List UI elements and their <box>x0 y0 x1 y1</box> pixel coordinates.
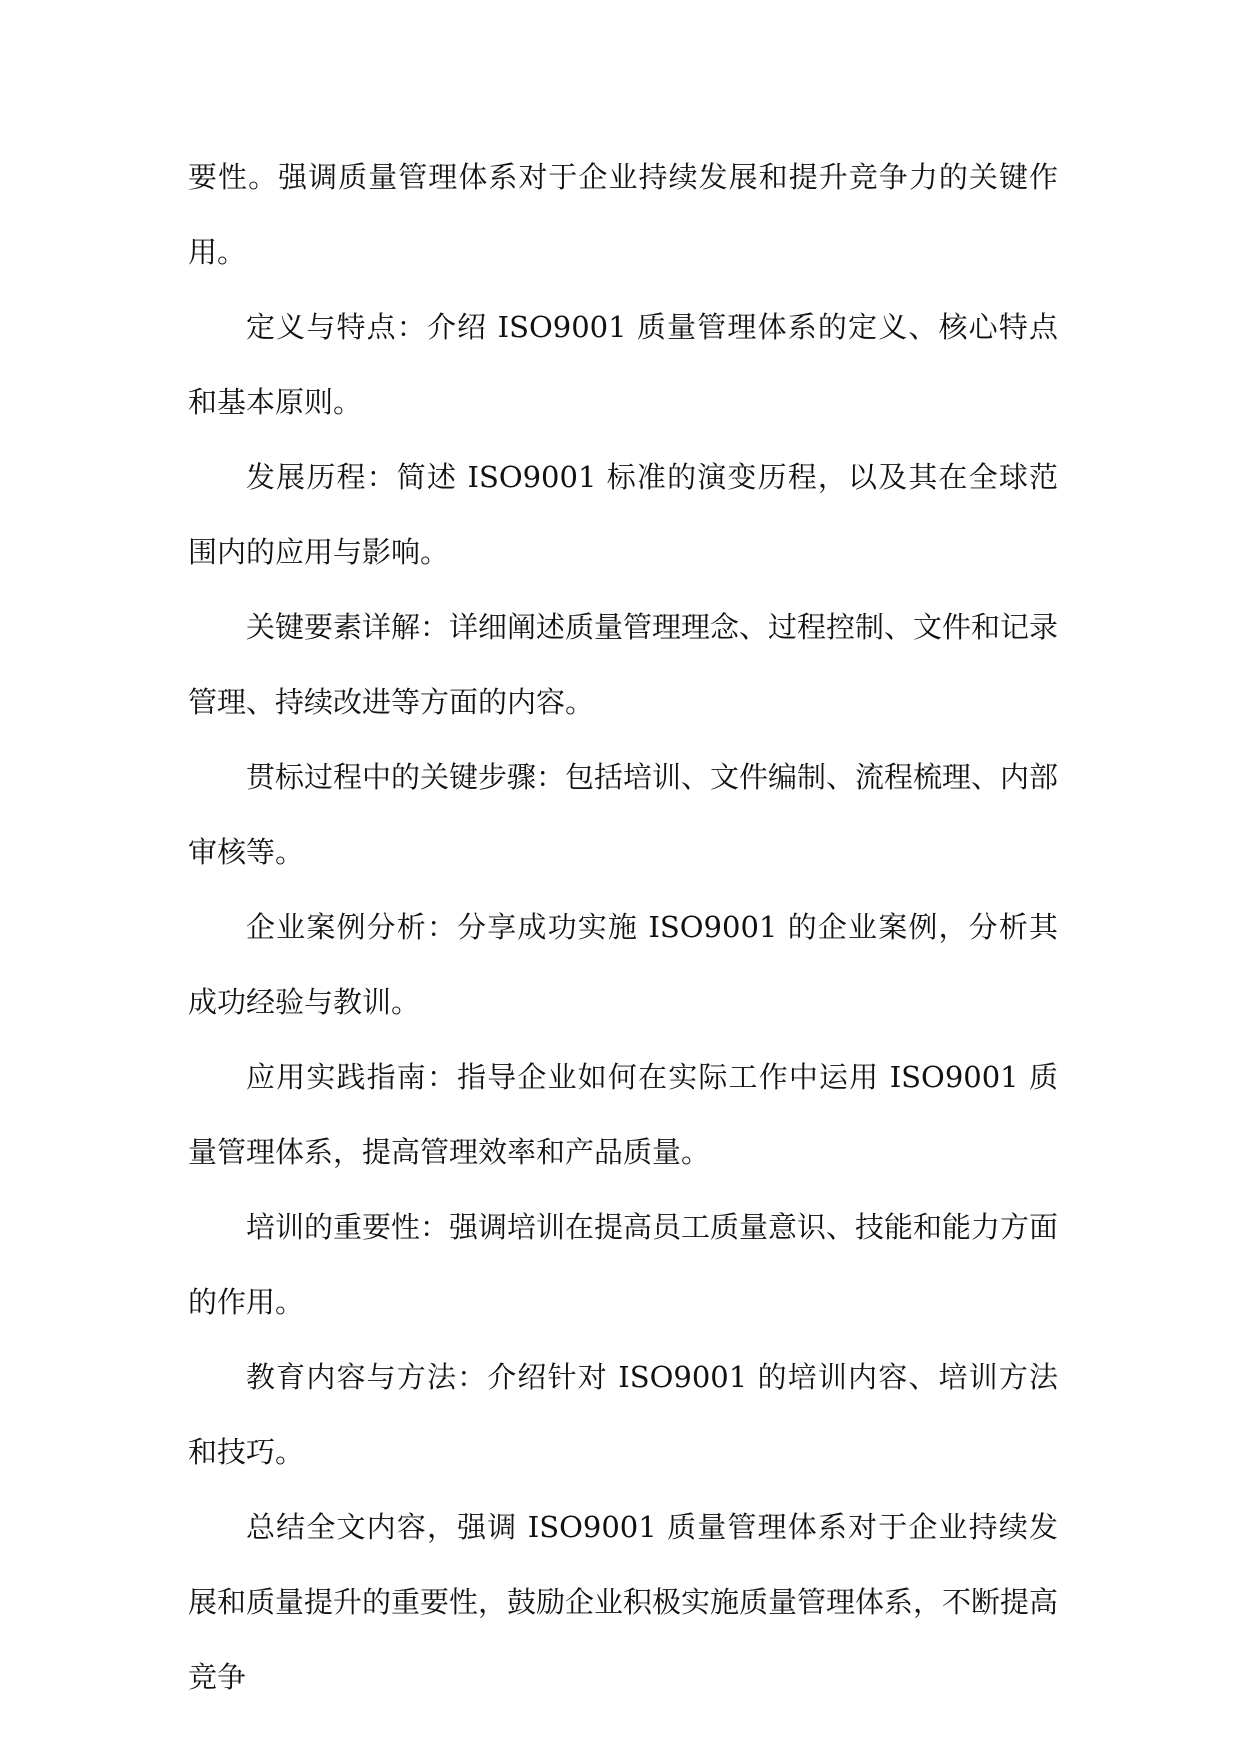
paragraph-key-steps: 贯标过程中的关键步骤：包括培训、文件编制、流程梳理、内部审核等。 <box>188 760 1059 869</box>
paragraph-history: 发展历程：简述 ISO9001 标准的演变历程，以及其在全球范围内的应用与影响。 <box>188 460 1058 569</box>
paragraph-education-methods: 教育内容与方法：介绍针对 ISO9001 的培训内容、培训方法和技巧。 <box>188 1360 1058 1469</box>
paragraph-training-importance: 培训的重要性：强调培训在提高员工质量意识、技能和能力方面的作用。 <box>188 1210 1059 1319</box>
paragraph-conclusion: 总结全文内容，强调 ISO9001 质量管理体系对于企业持续发展和质量提升的重要性，鼓励企业积极实施质量管理体系，不断提高竞争 <box>188 1510 1059 1694</box>
paragraph-continuation: 要性。强调质量管理体系对于企业持续发展和提升竞争力的关键作用。 <box>188 160 1058 269</box>
paragraph-practice-guide: 应用实践指南：指导企业如何在实际工作中运用 ISO9001 质量管理体系，提高管理效率和产品质量。 <box>188 1060 1058 1169</box>
paragraph-case-study: 企业案例分析：分享成功实施 ISO9001 的企业案例，分析其成功经验与教训。 <box>188 910 1058 1019</box>
paragraph-definition: 定义与特点：介绍 ISO9001 质量管理体系的定义、核心特点和基本原则。 <box>188 310 1058 419</box>
document-body <box>188 140 1058 1715</box>
paragraph-key-elements: 关键要素详解：详细阐述质量管理理念、过程控制、文件和记录管理、持续改进等方面的内容。 <box>188 610 1059 719</box>
